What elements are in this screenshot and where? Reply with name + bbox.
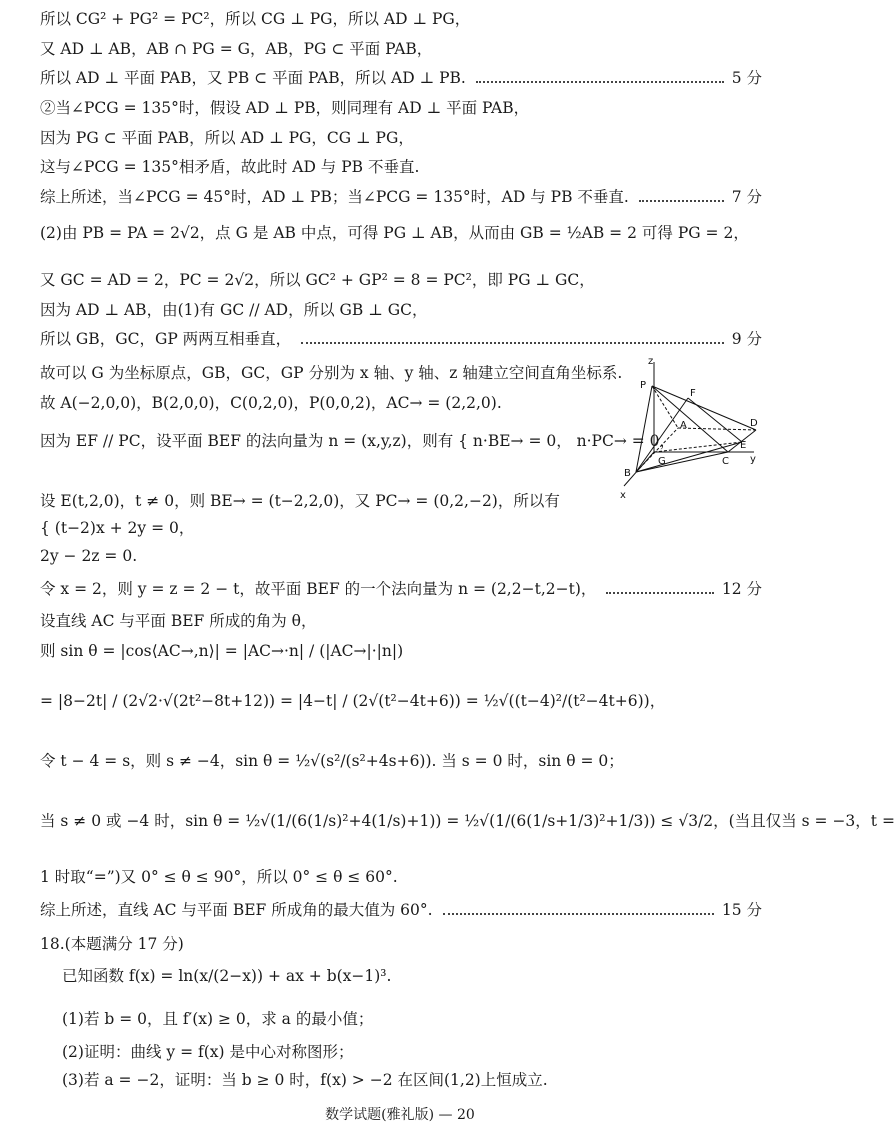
score-label: 12 分 — [721, 580, 762, 598]
label-g: G — [658, 456, 666, 467]
text-line: 则 sin θ = |cos⟨AC→,n⟩| = |AC→·n| / (|AC→|·|n|) — [40, 642, 404, 660]
text-line: 因为 PG ⊂ 平面 PAB，所以 AD ⊥ PG，CG ⊥ PG， — [40, 129, 414, 147]
label-a: A — [680, 420, 687, 431]
edge-fe — [688, 398, 742, 442]
score-label: 15 分 — [721, 901, 762, 919]
label-b: B — [624, 468, 631, 479]
text-line: 已知函数 f(x) = ln(x/(2−x)) + ax + b(x−1)³. — [62, 967, 392, 985]
scored-line — [40, 328, 762, 350]
score-label: 9 分 — [731, 330, 762, 348]
line-text: 所以 GB，GC，GP 两两互相垂直， — [40, 330, 292, 348]
text-line: = |8−2t| / (2√2·√(2t²−8t+12)) = |4−t| / (2√(t²−4t+6)) = ½√((t−4)²/(t²−4t+6))， — [40, 692, 666, 710]
text-line: { (t−2)x + 2y = 0， — [40, 519, 195, 537]
scored-line — [40, 67, 762, 89]
label-p: P — [640, 380, 647, 391]
text-line: ②当∠PCG = 135°时，假设 AD ⊥ PB，则同理有 AD ⊥ 平面 PAB， — [40, 99, 530, 117]
leader-dots — [443, 913, 714, 915]
text-line: 令 t − 4 = s，则 s ≠ −4，sin θ = ½√(s²/(s²+4s+6)). 当 s = 0 时，sin θ = 0； — [40, 752, 624, 770]
text-line: 因为 EF // PC，设平面 BEF 的法向量为 n = (x,y,z)，则有 { n·BE→ = 0， n·PC→ = 0， — [40, 432, 676, 450]
text-line: 18.(本题满分 17 分) — [40, 935, 184, 953]
text-line: (3)若 a = −2，证明：当 b ≥ 0 时，f(x) > −2 在区间(1,2)上恒成立. — [62, 1071, 548, 1089]
edge-pb — [636, 386, 652, 472]
label-y: y — [750, 454, 756, 465]
text-line: 1 时取“=”)又 0° ≤ θ ≤ 90°，所以 0° ≤ θ ≤ 60°. — [40, 868, 398, 886]
leader-dots — [606, 592, 713, 594]
text-line: 设直线 AC 与平面 BEF 所成的角为 θ， — [40, 612, 317, 630]
edge-pa — [652, 386, 678, 428]
line-text: 令 x = 2，则 y = z = 2 − t，故平面 BEF 的一个法向量为 n = (2,2−t,2−t)， — [40, 580, 597, 598]
leader-dots — [301, 342, 724, 344]
edge-ge — [654, 442, 742, 452]
label-x: x — [620, 490, 626, 501]
label-d: D — [750, 418, 758, 429]
edge-ad — [678, 428, 756, 430]
text-line: 因为 AD ⊥ AB，由(1)有 GC // AD，所以 GB ⊥ GC， — [40, 301, 428, 319]
text-line: 又 AD ⊥ AB，AB ∩ PG = G，AB，PG ⊂ 平面 PAB， — [40, 40, 433, 58]
text-line: 这与∠PCG = 135°相矛盾，故此时 AD 与 PB 不垂直. — [40, 158, 420, 176]
line-text: 所以 AD ⊥ 平面 PAB，又 PB ⊂ 平面 PAB，所以 AD ⊥ PB. — [40, 69, 466, 87]
scored-line — [40, 186, 762, 208]
text-line: 设 E(t,2,0)，t ≠ 0，则 BE→ = (t−2,2,0)，又 PC→ = (0,2,−2)，所以有 — [40, 492, 560, 510]
score-label: 7 分 — [731, 188, 762, 206]
leader-dots — [476, 81, 724, 83]
text-line: 故可以 G 为坐标原点，GB，GC，GP 分别为 x 轴、y 轴、z 轴建立空间直角坐标系. — [40, 364, 623, 382]
score-label: 5 分 — [731, 69, 762, 87]
pyramid-figure — [612, 356, 762, 506]
scored-line — [40, 578, 762, 600]
edge-pd — [652, 386, 756, 430]
text-line: 故 A(−2,0,0)，B(2,0,0)，C(0,2,0)，P(0,0,2)，AC→ = (2,2,0). — [40, 394, 502, 412]
page-footer: 数学试题(雅礼版) — 20 — [325, 1107, 475, 1123]
text-line: 又 GC = AD = 2，PC = 2√2，所以 GC² + GP² = 8 = PC²，即 PG ⊥ GC， — [40, 271, 595, 289]
text-line: 所以 CG² + PG² = PC²，所以 CG ⊥ PG，所以 AD ⊥ PG， — [40, 10, 471, 28]
label-f: F — [690, 388, 696, 399]
line-text: 综上所述，当∠PCG = 45°时，AD ⊥ PB；当∠PCG = 135°时，AD 与 PB 不垂直. — [40, 188, 629, 206]
scored-line — [40, 899, 762, 921]
text-line: (1)若 b = 0，且 f′(x) ≥ 0，求 a 的最小值； — [62, 1010, 374, 1028]
text-line: (2)证明：曲线 y = f(x) 是中心对称图形； — [62, 1043, 354, 1061]
text-line: 当 s ≠ 0 或 −4 时，sin θ = ½√(1/(6(1/s)²+4(1/s)+1)) = ½√(1/(6(1/s+1/3)²+1/3)) ≤ √3/2，(当且仅当 s = −3，t = — [40, 812, 895, 830]
label-e: E — [740, 440, 747, 451]
label-z: z — [648, 356, 654, 367]
edge-bc — [636, 452, 728, 472]
line-text: 综上所述，直线 AC 与平面 BEF 所成角的最大值为 60°. — [40, 901, 433, 919]
text-line: 2y − 2z = 0. — [40, 547, 138, 565]
text-line: (2)由 PB = PA = 2√2，点 G 是 AB 中点，可得 PG ⊥ AB，从而由 GB = ½AB = 2 可得 PG = 2， — [40, 224, 749, 242]
label-c: C — [722, 456, 729, 467]
leader-dots — [639, 200, 724, 202]
